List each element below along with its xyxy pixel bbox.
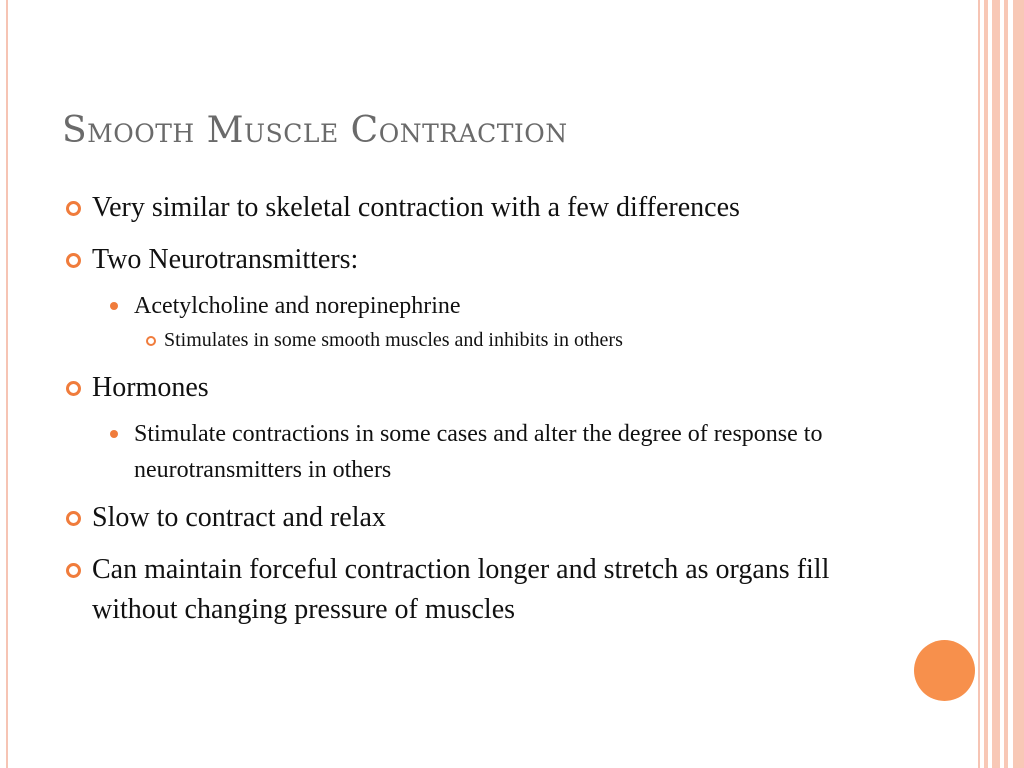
bullet-text: Hormones — [92, 372, 209, 403]
bullet-text: Can maintain forceful contraction longer and stretch as organs fill without changing pressure of muscles — [92, 554, 830, 625]
bullet-item — [62, 498, 862, 538]
small-ring-bullet-icon — [146, 336, 156, 346]
slide-content — [62, 188, 862, 642]
decorative-stripe — [1013, 0, 1024, 768]
sub-bullet-text: Acetylcholine and norepinephrine — [134, 293, 461, 319]
sub-bullet-text: Stimulate contractions in some cases and alter the degree of response to neurotransmitters in others — [134, 421, 823, 483]
bullet-item — [62, 240, 862, 280]
ring-bullet-icon — [66, 563, 81, 578]
sub-sub-bullet-item — [62, 326, 862, 354]
bullet-item — [62, 188, 862, 228]
ring-bullet-icon — [66, 381, 81, 396]
ring-bullet-icon — [66, 201, 81, 216]
decorative-stripe — [1004, 0, 1008, 768]
dot-bullet-icon — [110, 430, 118, 438]
bullet-text: Very similar to skeletal contraction with a few differences — [92, 192, 740, 223]
bullet-text: Slow to contract and relax — [92, 502, 386, 533]
dot-bullet-icon — [110, 302, 118, 310]
sub-bullet-item — [62, 416, 862, 488]
bullet-text: Two Neurotransmitters: — [92, 244, 359, 275]
sub-bullet-item — [62, 288, 862, 324]
decorative-stripe — [984, 0, 988, 768]
ring-bullet-icon — [66, 511, 81, 526]
slide-title: Smooth Muscle Contraction — [62, 110, 568, 151]
bullet-item — [62, 550, 862, 630]
bullet-item — [62, 368, 862, 408]
decorative-orange-circle — [914, 640, 975, 701]
ring-bullet-icon — [66, 253, 81, 268]
sub-sub-bullet-text: Stimulates in some smooth muscles and inhibits in others — [164, 329, 623, 351]
decorative-stripe — [992, 0, 1000, 768]
